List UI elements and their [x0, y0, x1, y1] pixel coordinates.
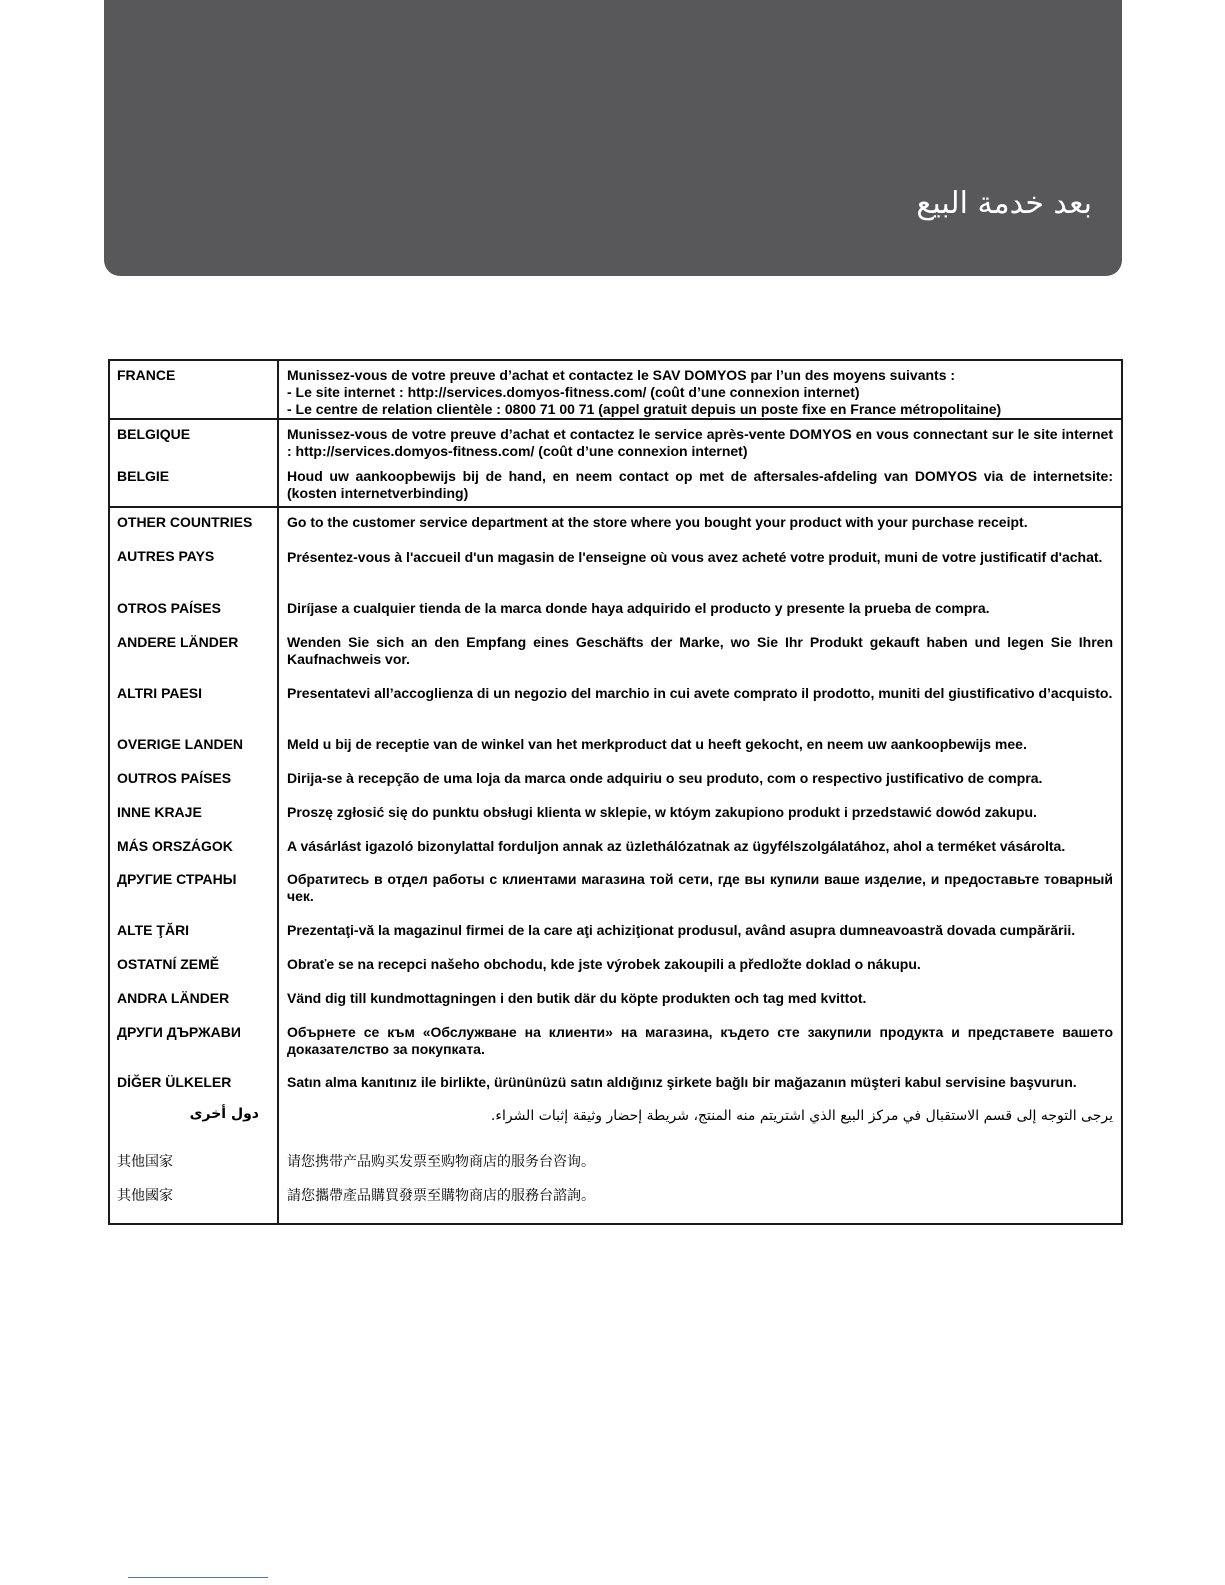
country-label: OTROS PAÍSES — [117, 600, 221, 616]
instruction-text: Munissez-vous de votre preuve d’achat et contactez le service après-vente DOMYOS en vous connectant sur le site internet : http://services.domyos-fitness.com/ (coût d’une connexion internet) — [287, 426, 1113, 459]
country-label: OSTATNÍ ZEMĚ — [117, 956, 220, 972]
country-label: ДРУГИЕ СТРАНЫ — [117, 871, 237, 887]
instruction-text: Presentatevi all’accoglienza di un negozio del marchio in cui avete comprato il prodotto, muniti del giustificativo d’acquisto. — [287, 685, 1113, 701]
instruction-text: Présentez-vous à l'accueil d'un magasin de l'enseigne où vous avez acheté votre produit, muni de votre justificatif d'achat. — [287, 549, 1103, 565]
country-label: ALTRI PAESI — [117, 685, 203, 701]
instruction-text: Proszę zgłosić się do punktu obsługi klienta w sklepie, w któym zakupiono produkt i przedstawić dowód zakupu. — [287, 804, 1037, 820]
country-label: ANDERE LÄNDER — [117, 634, 239, 650]
instruction-text: - Le site internet : http://services.domyos-fitness.com/ (coût d’une connexion internet) — [287, 384, 860, 400]
instruction-text: Prezentaţi-vă la magazinul firmei de la care aţi achiziţionat produsul, având asupra dumneavoastră dovada cumpărării. — [287, 922, 1076, 938]
country-label: 其他國家 — [117, 1188, 173, 1204]
country-label: DİĞER ÜLKELER — [117, 1074, 232, 1090]
instruction-text: - Le centre de relation clientèle : 0800 71 00 71 (appel gratuit depuis un poste fixe en France métropolitaine) — [287, 401, 1002, 417]
country-label: ALTE ŢĂRI — [117, 922, 190, 938]
footer-rule — [128, 1577, 268, 1578]
instruction-text: A vásárlást igazoló bizonylattal forduljon annak az üzlethálózatnak az ügyfélszolgálatához, ahol a terméket vásárolta. — [287, 838, 1066, 854]
instruction-text: Meld u bij de receptie van de winkel van het merkproduct dat u heeft gekocht, en neem uw aankoopbewijs mee. — [287, 736, 1027, 752]
instruction-text: Satın alma kanıtınız ile birlikte, ürününüzü satın aldığınız şirkete bağlı bir mağazanın müşteri kabul servisine başvurun. — [287, 1074, 1077, 1090]
country-label: MÁS ORSZÁGOK — [117, 838, 233, 854]
instruction-text: 请您携带产品购买发票至购物商店的服务台咨询。 — [287, 1154, 595, 1170]
country-label: 其他国家 — [117, 1154, 173, 1170]
instruction-text: Vänd dig till kundmottagningen i den butik där du köpte produkten och tag med kvittot. — [287, 990, 867, 1006]
page-title: بعد خدمة البيع — [916, 186, 1092, 221]
country-label: OUTROS PAÍSES — [117, 770, 232, 786]
instruction-text: Обратитесь в отдел работы с клиентами магазина той сети, где вы купили ваше изделие, и предоставьте товарный чек. — [287, 871, 1113, 904]
country-label: ANDRA LÄNDER — [117, 990, 230, 1006]
country-label: AUTRES PAYS — [117, 548, 215, 564]
country-label: OTHER COUNTRIES — [117, 514, 253, 530]
instruction-text: يرجى التوجه إلى قسم الاستقبال في مركز البيع الذي اشتريتم منه المنتج، شريطة إحضار وثيقة إثبات الشراء. — [490, 1108, 1113, 1124]
instruction-text: Houd uw aankoopbewijs bij de hand, en neem contact op met de aftersales-afdeling van DOMYOS via de internetsite: (kosten internetverbinding) — [287, 468, 1113, 501]
country-label: دول أخرى — [189, 1106, 259, 1122]
instruction-text: Diríjase a cualquier tienda de la marca donde haya adquirido el producto y presente la prueba de compra. — [287, 600, 990, 616]
country-label: INNE KRAJE — [117, 804, 202, 820]
country-label: FRANCE — [117, 367, 176, 383]
instruction-text: Dirija-se à recepção de uma loja da marca onde adquiriu o seu produto, com o respectivo justificativo de compra. — [287, 770, 1043, 786]
country-label: BELGIQUE — [117, 426, 191, 442]
instruction-text: Wenden Sie sich an den Empfang eines Geschäfts der Marke, wo Sie Ihr Produkt gekauft haben und legen Sie Ihren Kaufnachweis vor. — [287, 634, 1113, 667]
instruction-text: Обърнете се към «Обслужване на клиенти» на магазина, където сте закупили продукта и представете вашето доказателство за покупката. — [287, 1024, 1113, 1057]
instruction-text: Go to the customer service department at the store where you bought your product with your purchase receipt. — [287, 514, 1028, 530]
group-belgium — [110, 418, 1121, 506]
country-label: ДРУГИ ДЪРЖАВИ — [117, 1024, 241, 1040]
header-banner — [104, 0, 1122, 276]
country-label: OVERIGE LANDEN — [117, 736, 244, 752]
instruction-text: 請您攜帶產品購買發票至購物商店的服務台諮詢。 — [287, 1188, 595, 1204]
group-other-countries — [110, 506, 1121, 1223]
instruction-text: Munissez-vous de votre preuve d’achat et contactez le SAV DOMYOS par l’un des moyens suivants : — [287, 367, 956, 383]
instruction-text: Obraťe se na recepci našeho obchodu, kde jste výrobek zakoupili a předložte doklad o nákupu. — [287, 956, 921, 972]
group-france — [110, 361, 1121, 418]
country-label: BELGIE — [117, 468, 170, 484]
after-sales-table — [108, 359, 1123, 1225]
